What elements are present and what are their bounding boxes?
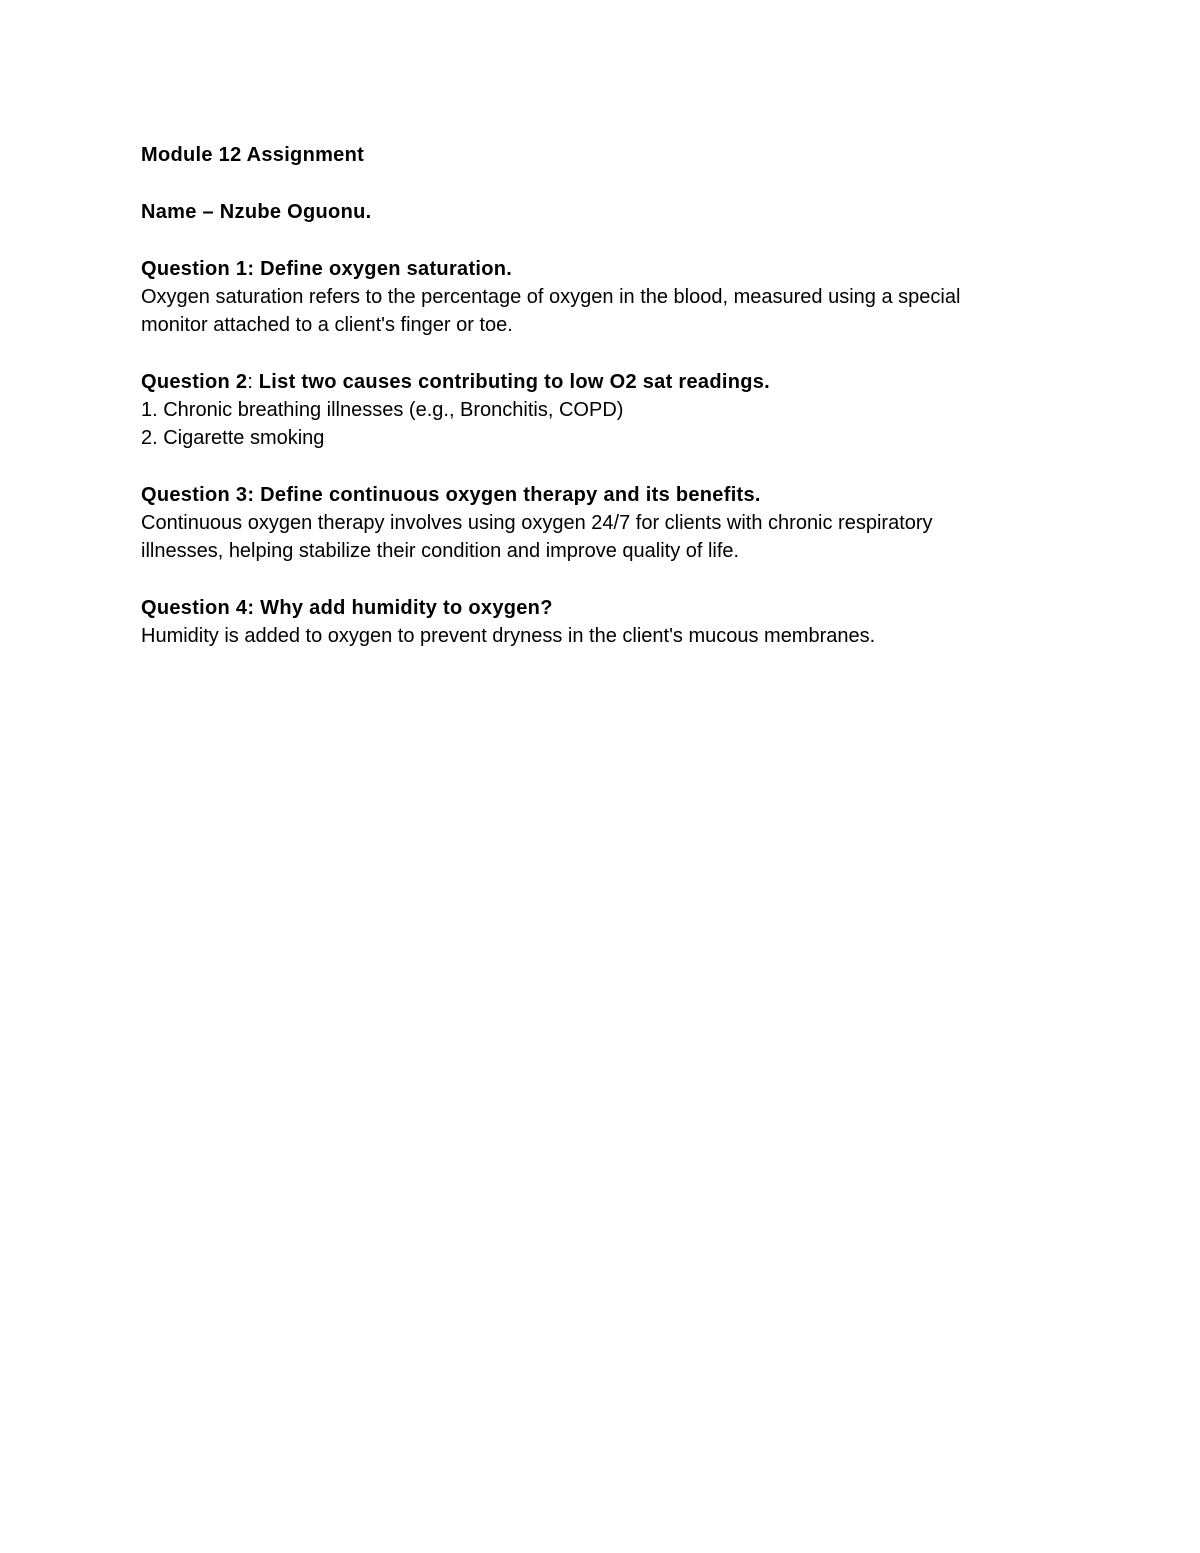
question-1-answer-line: Oxygen saturation refers to the percentage of oxygen in the blood, measured using a special xyxy=(141,286,961,308)
spacer xyxy=(141,169,1061,198)
question-1-answer-line: monitor attached to a client's finger or toe. xyxy=(141,314,513,336)
question-2-label: Question 2 xyxy=(141,371,248,393)
document-body xyxy=(141,141,1061,650)
question-2-heading xyxy=(141,368,1061,396)
spacer xyxy=(141,226,1061,255)
question-4-heading: Question 4: Why add humidity to oxygen? xyxy=(141,597,553,619)
spacer xyxy=(141,565,1061,594)
question-1-heading: Question 1: Define oxygen saturation. xyxy=(141,258,513,280)
question-3-answer-line: illnesses, helping stabilize their condition and improve quality of life. xyxy=(141,540,740,562)
spacer xyxy=(141,452,1061,481)
question-4-answer-line: Humidity is added to oxygen to prevent dryness in the client's mucous membranes. xyxy=(141,625,876,647)
question-4 xyxy=(141,594,1061,650)
question-2-colon: : xyxy=(247,371,253,393)
question-1 xyxy=(141,255,1061,339)
question-2-answer-line: 1. Chronic breathing illnesses (e.g., Bronchitis, COPD) xyxy=(141,399,624,421)
question-3-answer-line: Continuous oxygen therapy involves using oxygen 24/7 for clients with chronic respiratory xyxy=(141,512,933,534)
question-3-heading: Question 3: Define continuous oxygen therapy and its benefits. xyxy=(141,484,761,506)
spacer xyxy=(141,339,1061,368)
question-2-prompt: List two causes contributing to low O2 sat readings. xyxy=(252,371,771,393)
student-name: Name – Nzube Oguonu. xyxy=(141,201,372,223)
question-2-answer-line: 2. Cigarette smoking xyxy=(141,427,325,449)
question-3 xyxy=(141,481,1061,565)
document-title: Module 12 Assignment xyxy=(141,144,365,166)
question-2 xyxy=(141,368,1061,452)
